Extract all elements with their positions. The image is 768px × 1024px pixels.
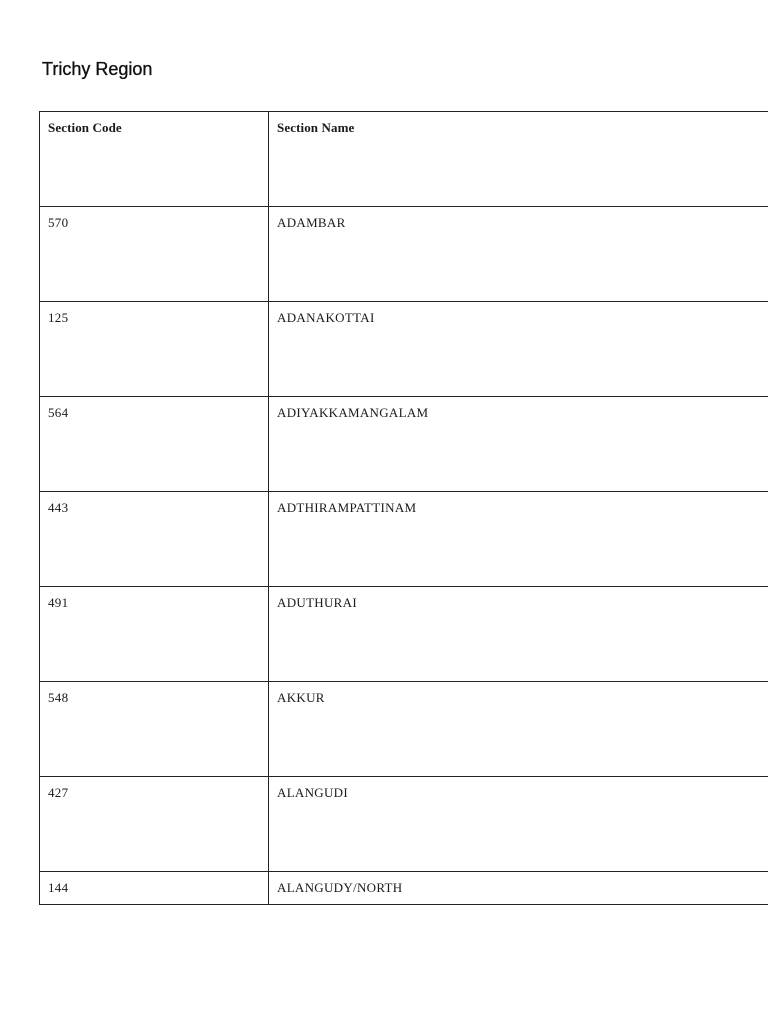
table-row (40, 777, 768, 872)
table-row (40, 302, 768, 397)
section-name-cell: ADANAKOTTAI (269, 302, 768, 397)
section-code-cell: 443 (40, 492, 269, 587)
section-name-cell: AKKUR (269, 682, 768, 777)
section-name-cell: ADTHIRAMPATTINAM (269, 492, 768, 587)
header-section-name: Section Name (269, 112, 768, 207)
table-row (40, 207, 768, 302)
section-table (39, 111, 768, 905)
section-code-cell: 144 (40, 872, 269, 905)
header-section-code: Section Code (40, 112, 269, 207)
section-name-cell: ADIYAKKAMANGALAM (269, 397, 768, 492)
table-row (40, 872, 768, 905)
table-row (40, 397, 768, 492)
section-code-cell: 427 (40, 777, 269, 872)
table-row (40, 682, 768, 777)
section-code-cell: 491 (40, 587, 269, 682)
section-code-cell: 570 (40, 207, 269, 302)
section-name-cell: ADAMBAR (269, 207, 768, 302)
section-name-cell: ALANGUDI (269, 777, 768, 872)
section-code-cell: 125 (40, 302, 269, 397)
page-title: Trichy Region (42, 59, 153, 79)
table-row (40, 587, 768, 682)
section-name-cell: ALANGUDY/NORTH (269, 872, 768, 905)
section-code-cell: 564 (40, 397, 269, 492)
section-name-cell: ADUTHURAI (269, 587, 768, 682)
table-header-row (40, 112, 768, 207)
section-code-cell: 548 (40, 682, 269, 777)
table-row (40, 492, 768, 587)
